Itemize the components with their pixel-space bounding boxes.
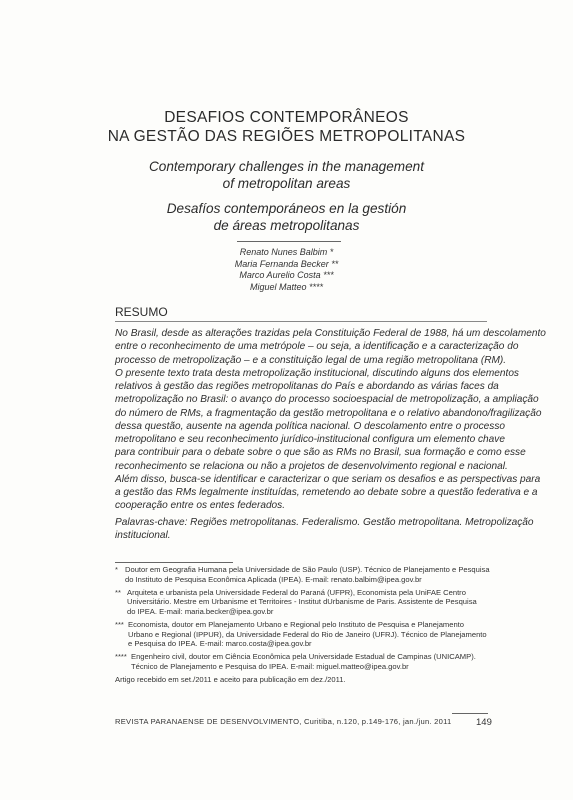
abstract-line: relativos à gestão das regiões metropolitanas do País e abordando as várias faces da <box>115 381 499 392</box>
subtitle-line: of metropolitan areas <box>222 176 351 191</box>
footnote-line: Engenheiro civil, doutor em Ciência Econômica pela Universidade Estadual de Campinas (UNICAMP). <box>131 652 476 662</box>
subtitle-line: de áreas metropolitanas <box>213 218 360 233</box>
footnote-author-3 <box>115 620 487 649</box>
author-name: Renato Nunes Balbim * <box>239 247 334 257</box>
article-title <box>0 108 573 146</box>
abstract-heading-rule <box>115 321 487 322</box>
footnote-line: Técnico de Planejamento e Pesquisa do IPEA. E-mail: miguel.matteo@ipea.gov.br <box>131 661 409 671</box>
footnote-line: do IPEA. E-mail: maria.becker@ipea.gov.br <box>127 606 274 616</box>
footnote-divider <box>115 562 233 563</box>
author-name: Marco Aurelio Costa *** <box>239 270 334 280</box>
footnote-mark: * <box>115 565 118 574</box>
author-list <box>0 247 573 293</box>
abstract-line: metropolitano e seu reconhecimento jurídico-institucional configura um elemento chave <box>115 434 505 445</box>
footnote-line: Doutor em Geografia Humana pela Universidade de São Paulo (USP). Técnico de Planejamento e Pesquisa <box>125 565 490 574</box>
abstract-body <box>115 327 546 513</box>
author-name: Miguel Matteo **** <box>249 281 324 292</box>
received-note <box>115 675 487 685</box>
footnote-line: Universitário. Mestre em Urbanisme et Territoires - Institut dUrbanisme de Paris. Assistente de Pesquisa <box>127 597 477 607</box>
abstract-line: para contribuir para o debate sobre o que são as RMs no Brasil, sua formação e como esse <box>115 447 526 459</box>
abstract-line: reconhecimento se relaciona ou não a projetos de desenvolvimento regional e nacional. <box>115 460 508 472</box>
abstract-heading: RESUMO <box>115 305 168 319</box>
keywords <box>115 516 534 543</box>
author-divider <box>237 241 341 242</box>
keywords-line: institucional. <box>115 530 171 542</box>
footnote-author-1 <box>115 565 490 584</box>
abstract-line: dessa questão, ausente na agenda política nacional. O descolamento entre o processo <box>115 420 505 432</box>
title-line: DESAFIOS CONTEMPORÂNEOS <box>164 109 409 126</box>
subtitle-line: Desafíos contemporáneos en la gestión <box>166 201 407 216</box>
footnote-line: e Pesquisa do IPEA. E-mail: marco.costa@ipea.gov.br <box>128 639 312 649</box>
abstract-line: O presente texto trata desta metropolização institucional, discutindo alguns dos elementos <box>115 367 519 379</box>
spanish-subtitle <box>0 200 573 234</box>
page-number: 149 <box>476 717 492 728</box>
abstract-line: cooperação entre os entes federados. <box>115 500 286 512</box>
page-number-rule <box>452 713 488 714</box>
author-name: Maria Fernanda Becker ** <box>234 258 339 269</box>
received-note-text: Artigo recebido em set./2011 e aceito para publicação em dez./2011. <box>115 674 346 684</box>
footnote-author-2 <box>115 588 487 617</box>
keywords-line: Palavras-chave: Regiões metropolitanas. Federalismo. Gestão metropolitana. Metropolização <box>115 517 534 528</box>
abstract-line: No Brasil, desde as alterações trazidas pela Constituição Federal de 1988, há um descolamento <box>115 328 546 339</box>
abstract-line: do número de RMs, a fragmentação da gestão metropolitana e o relativo abandono/fragilização <box>115 407 542 419</box>
footnote-line: Economista, doutor em Planejamento Urbano e Regional pelo Instituto de Pesquisa e Planejamento <box>128 619 465 629</box>
abstract-line: entre o reconhecimento de uma metrópole – ou seja, a identificação e a caracterização do <box>115 341 519 353</box>
subtitle-line: Contemporary challenges in the management <box>148 159 425 174</box>
abstract-line: a gestão das RMs legalmente instituídas, remetendo ao debate sobre a questão federativa e a <box>115 487 538 498</box>
footnote-line: Arquiteta e urbanista pela Universidade Federal do Paraná (UFPR), Economista pela UniFAE Centro <box>127 587 466 597</box>
footnote-author-4 <box>115 652 487 671</box>
abstract-line: processo de metropolização – e a constituição legal de uma região metropolitana (RM). <box>115 354 507 366</box>
title-line: NA GESTÃO DAS REGIÕES METROPOLITANAS <box>107 128 466 145</box>
footnote-mark: ** <box>115 587 121 597</box>
footnote-line: Urbano e Regional (IPPUR), da Universidade Federal do Rio de Janeiro (UFRJ). Técnico de Planejamento <box>128 629 487 639</box>
footnote-line: do Instituto de Pesquisa Econômica Aplicada (IPEA). E-mail: renato.balbim@ipea.gov.br <box>125 574 422 584</box>
journal-citation: REVISTA PARANAENSE DE DESENVOLVIMENTO, Curitiba, n.120, p.149-176, jan./jun. 2011 <box>115 717 452 726</box>
abstract-line: metropolização no Brasil: o avanço do processo socioespacial de metropolização, a ampliação <box>115 394 539 406</box>
footnote-mark: **** <box>115 652 127 662</box>
footnotes <box>115 565 490 688</box>
english-subtitle <box>0 158 573 192</box>
footnote-mark: *** <box>115 619 124 629</box>
abstract-line: Além disso, busca-se identificar e caracterizar o que seriam os desafios e as perspectivas para <box>115 473 541 485</box>
